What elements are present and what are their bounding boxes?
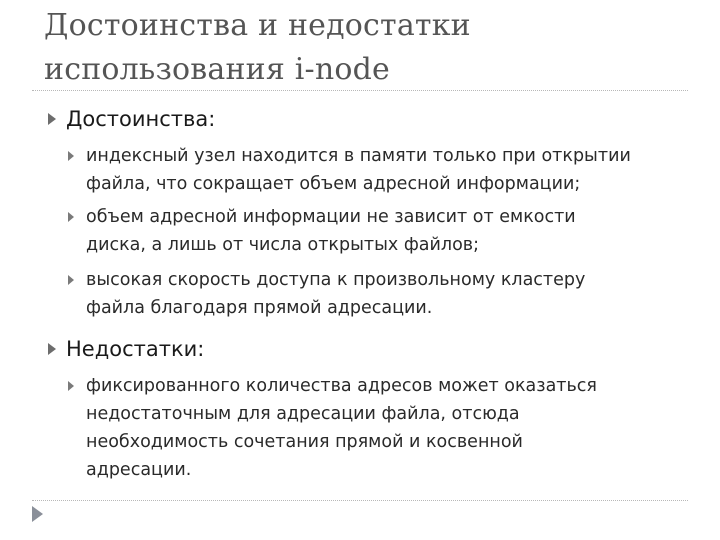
list-item-line: высокая скорость доступа к произвольному кластеру <box>86 270 586 290</box>
list-item-line: файла благодаря прямой адресации. <box>86 298 433 318</box>
sub-bullet-triangle-icon <box>68 275 74 285</box>
footer-divider <box>32 500 688 501</box>
list-item-line: фиксированного количества адресов может оказаться <box>86 376 597 396</box>
next-slide-arrow-icon[interactable] <box>32 506 43 522</box>
title-divider <box>32 90 688 91</box>
slide-title-line-2: использования i-node <box>44 52 390 87</box>
list-item-line: диска, а лишь от числа открытых файлов; <box>86 235 480 255</box>
list-item-line: необходимость сочетания прямой и косвенной <box>86 432 523 452</box>
list-item-advantage-3 <box>86 266 686 322</box>
sub-bullet-triangle-icon <box>68 381 74 391</box>
list-item-advantage-2 <box>86 203 686 259</box>
sub-bullet-triangle-icon <box>68 212 74 222</box>
sub-bullet-triangle-icon <box>68 151 74 161</box>
section-heading-disadvantages: Недостатки: <box>66 337 205 361</box>
bullet-triangle-icon <box>48 113 56 125</box>
bullet-triangle-icon <box>48 343 56 355</box>
list-item-advantage-1 <box>86 142 686 198</box>
section-heading-advantages: Достоинства: <box>66 107 216 131</box>
list-item-line: файла, что сокращает объем адресной информации; <box>86 174 581 194</box>
list-item-line: объем адресной информации не зависит от емкости <box>86 207 576 227</box>
list-item-disadvantage-1 <box>86 372 686 484</box>
list-item-line: недостаточным для адресации файла, отсюда <box>86 404 520 424</box>
slide-title <box>44 4 684 92</box>
slide-title-line-1: Достоинства и недостатки <box>44 8 471 43</box>
list-item-line: адресации. <box>86 460 192 480</box>
list-item-line: индексный узел находится в памяти только при открытии <box>86 146 631 166</box>
